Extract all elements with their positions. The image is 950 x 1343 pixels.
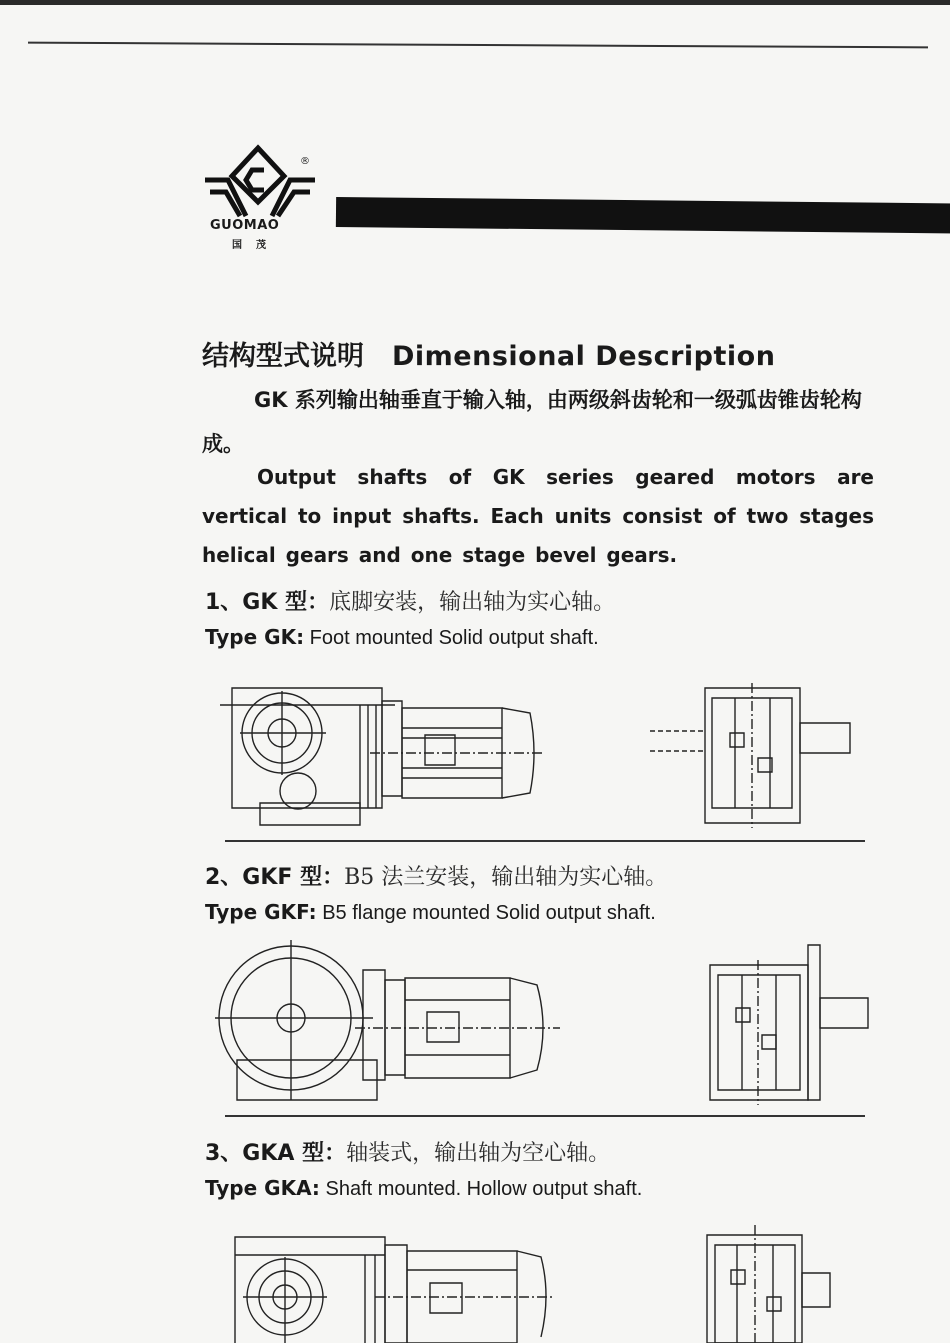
type-gka-heading-en [205,1176,642,1201]
gka-side-view-drawing [225,1225,555,1343]
type-gka-desc-cn: 轴装式，输出轴为空心轴。 [346,1141,611,1166]
type-gk-label-en: Type GK: [205,625,305,649]
type-gka-desc-en: Shaft mounted. Hollow output shaft. [319,1178,643,1200]
page-title [202,334,775,373]
gkf-front-view-drawing [700,940,880,1105]
intro-paragraph-en: Output shafts of GK series geared motors are vertical to input shafts. Each units consist of two stages helical gears and one stage bevel gears. [202,465,874,567]
top-rule [28,42,928,49]
type-gk-heading-en [205,625,599,650]
section-divider [225,1115,865,1117]
header-bar [336,197,950,233]
type-gka-label-en: Type GKA: [205,1176,320,1200]
type-gka-label-cn: 3、GKA 型： [205,1141,347,1166]
gkf-side-view-drawing [215,940,560,1105]
brand-name-cn: 国茂 [232,240,280,251]
type-gka-heading-cn [205,1136,610,1167]
type-gkf-label-cn: 2、GKF 型： [205,865,345,890]
type-gkf-label-en: Type GKF: [205,900,317,924]
section-divider [225,840,865,842]
gk-side-view-drawing [220,683,550,828]
type-gk-label-cn: 1、GK 型： [205,590,330,615]
type-gk-desc-cn: 底脚安装，输出轴为实心轴。 [329,590,616,615]
type-gk-desc-en: Foot mounted Solid output shaft. [304,627,599,649]
registered-mark: ® [300,156,310,167]
gka-front-view-drawing [695,1225,845,1343]
type-gkf-desc-cn: B5 法兰安装，输出轴为实心轴。 [344,865,668,890]
page-title-en: Dimensional Description [392,341,776,372]
brand-name: GUOMAO [210,218,280,233]
type-gkf-heading-cn [205,860,667,891]
type-gkf-desc-en: B5 flange mounted Solid output shaft. [316,902,656,924]
scan-top-edge [0,0,950,5]
type-gkf-heading-en [205,900,656,925]
gk-front-view-drawing [650,683,855,828]
intro-paragraph-cn: GK 系列输出轴垂直于输入轴，由两级斜齿轮和一级弧齿锥齿轮构成。 [202,388,862,456]
type-gk-heading-cn [205,585,615,616]
page-title-cn: 结构型式说明 [202,341,364,372]
